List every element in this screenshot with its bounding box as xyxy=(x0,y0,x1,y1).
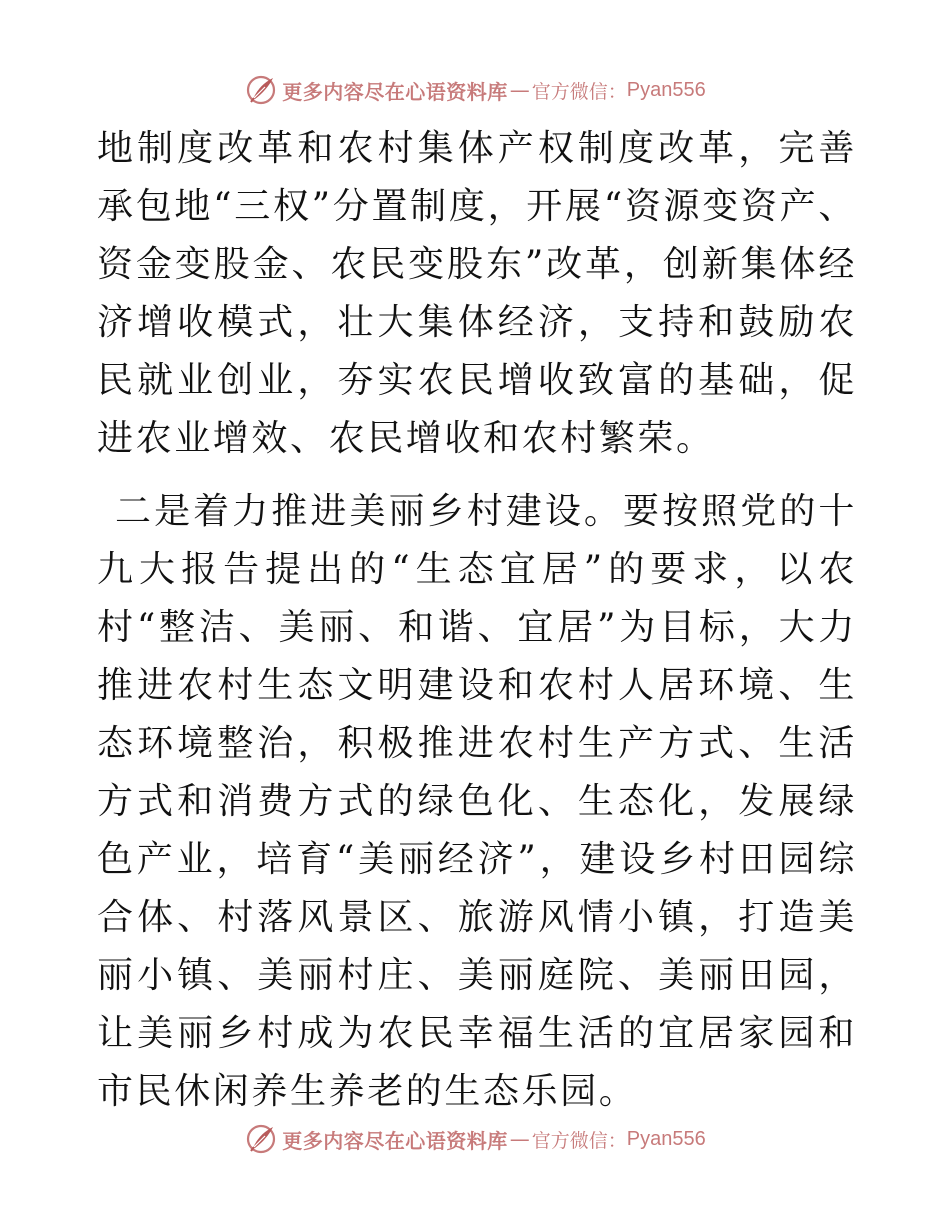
banner-site-text: 更多内容尽在心语资料库 xyxy=(282,79,508,104)
document-body xyxy=(97,120,857,1121)
paragraph-2: 二是着力推进美丽乡村建设。要按照党的十九大报告提出的“生态宜居”的要求，以农村“整洁、美丽、和谐、宜居”为目标，大力推进农村生态文明建设和农村人居环境、生态环境整治，积极推进农村生产方式、生活方式和消费方式的绿色化、生态化，发展绿色产业，培育“美丽经济”，建设乡村田园综合体、村落风景区、旅游风情小镇，打造美丽小镇、美丽村庄、美丽庭院、美丽田园，让美丽乡村成为农民幸福生活的宜居家园和市民休闲养生养老的生态乐园。 xyxy=(97,491,857,1112)
header-banner xyxy=(0,70,950,110)
paragraph-1: 地制度改革和农村集体产权制度改革，完善承包地“三权”分置制度，开展“资源变资产、资金变股金、农民变股东”改革，创新集体经济增收模式，壮大集体经济，支持和鼓励农民就业创业，夯实农民增收致富的基础，促进农业增效、农民增收和农村繁荣。 xyxy=(97,128,857,459)
banner-separator: — xyxy=(509,78,530,102)
footer-banner xyxy=(0,1119,950,1159)
banner-separator: — xyxy=(509,1127,530,1151)
banner-wechat-id: Pyan556 xyxy=(626,78,706,101)
banner-wechat-label: 官方微信： xyxy=(531,1129,627,1152)
banner-wechat-label: 官方微信： xyxy=(531,80,627,103)
banner-site-text: 更多内容尽在心语资料库 xyxy=(282,1128,508,1153)
feather-pen-logo-icon xyxy=(244,73,278,107)
banner-wechat-id: Pyan556 xyxy=(626,1127,706,1150)
feather-pen-logo-icon xyxy=(244,1122,278,1156)
